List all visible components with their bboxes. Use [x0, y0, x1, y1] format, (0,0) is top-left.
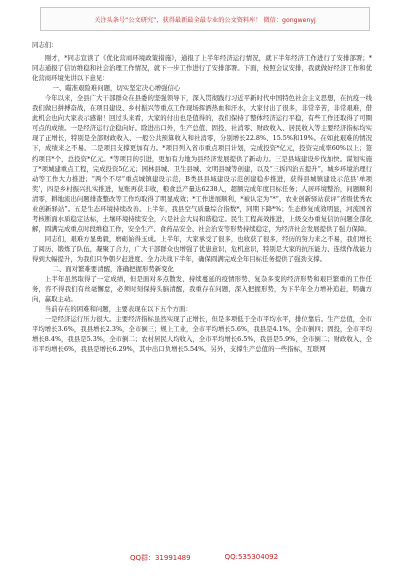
promo-banner: 关注头条号“公文研究”，获得最新最全最专业的公文资料库！ 微信：gongwenyj — [40, 7, 370, 31]
contact-footer — [0, 553, 408, 567]
paragraph: 上半年虽然取得了一定成绩，但是面对多点散发、持续蔓延的疫情形势、复杂多变的经济形势和艰巨繁重的工作任务，容不得我们有丝毫懈怠，必须时刻保持头脑清醒，我重存在问题，深入把握形势，为下半年全力增补追赶，明确方向，赢取主动。 — [32, 275, 372, 304]
section-heading: 二、面对繁难要清醒，准确把握形势新变化 — [52, 265, 174, 274]
salutation: 同志们： — [32, 41, 58, 49]
qq-text: QQ:535304092 — [224, 553, 279, 561]
section-heading: 一、瞄准艰险难问题，切实坚定决心增强信心 — [52, 84, 181, 93]
paragraph: 当前存在的困难和问题，主要表现在以下五个方面： — [44, 305, 192, 314]
paragraph: 今年以来，全县广大干部群众在县委的坚强领导下，深入贯彻践行习近平新时代中国特色社会主义思想，在抗疫一线我们做日拼搏奋战，在项目建设、乡村振兴等重点工作现场挥洒热血和汗水，大家付出了很多，非常辛苦，非常艰难，借此机会也向大家表示感谢！回过头来看，大家的付出也是值得的，我们保持了整体经济运行平稳，有些工作还取得了可圈可点的成绩。一是经济运行企稳向好。除进出口外，生产总值、固投、社消零、财政收入、居民收入等主要经济指标均实现了正增长，特别是全部财政收入、一般公共预算收入和社消零，分别增长22.8%、15.5%和19%。在如此艰难的情况下，成绩来之不易。二是项目支撑更加有力。*项目列入省市重点项目计划，完成投资*亿元，投资完成率60%以上；签约项目*个，总投资*亿元。*等项目的引进，更加有力地为县经济发展提供了新动力。三是县域建设步伐加快。谋划实施了*项城建重点工程，完成投资5亿元；园林县城、卫生县城、文明县城等创建，以及“三拆四治五提升”，城乡环境治理行动等工作大力推进；“两个不尽”重点城镇建设示范，B类县县域建设示范创建稳步推进，获得县城镇建设示范县‘单项奖’，四是乡村振兴扎实推进，复账再获丰收，粮食总产量达6238人，超额完成年度目标任务；人居环境整治，问题顺利清零，耕地流出问题排查整改等工作均取得了明显成效；*工作进展顺利，*被认定为“*”，农业创新驿站获评“省级优秀农业创新驿站”。五是生态环境持续改善。上半年，我县空气质量综合指数*，同期下降*%；生态修复成效明显，河流国省考核断面水质稳定达标，土壤环境持续安全，六是社会大局和谐稳定。民生工程高效推进，上级交办重复信访问题全部化解，圆满完成重点时段维稳工作，安全生产、食药品安全、社会治安等形势持续稳定，为经济社会发展提供了强力保障。 — [32, 94, 372, 233]
paragraph: 刚才，*同志宣读了《优化营商环境政策措施》，通报了上半年经济运行情况，就下半年经济工作进行了安排部署；*同志通报了信访维稳和社会治理工作情况，就下一步工作进行了安排部署。下面，按照会议安排，我就做好经济工作和优化营商环境先讲以下意见： — [32, 54, 372, 83]
paragraph: 同志们，艰难方显勇毅，磨砺始得玉成。上半年，大家承受了很多，也收获了很多，经历的努力来之不易，我们增长了阅历、锻炼了队伍，凝聚了合力，广大干部群众也增强了优患意识，危机意识，特别是大家的抗压能力、连续作战能力得到大幅提升，为我们只争朝夕赶进度、全力决战下半年，确保圆满完成全年目标任务提供了强劲支撑。 — [32, 234, 372, 263]
paragraph: 一是经济运行压力很大。主要经济指标虽然实现了正增长，但是多项低于全市平均水平，排位靠后。生产总值，全市平均增长3.6%，我县增长2.3%，全市倒三；规上工业，全市平均增长5.6%，我县是4.1%，全市倒四；固投，全市平均增长8.4%，我县是5.3%，全市倒二；农村居民人均收入，全市平均增长6.5%，我县是5.9%，全市倒二；财政收入，全市平均增长6%，我县是增长6.29%，其中出口负增长5.54%。另外，支撑生产总值的一些指标，互联网 — [32, 315, 372, 354]
document-body — [32, 40, 372, 545]
qq-group-text: QQ群：31991489 — [129, 554, 191, 562]
